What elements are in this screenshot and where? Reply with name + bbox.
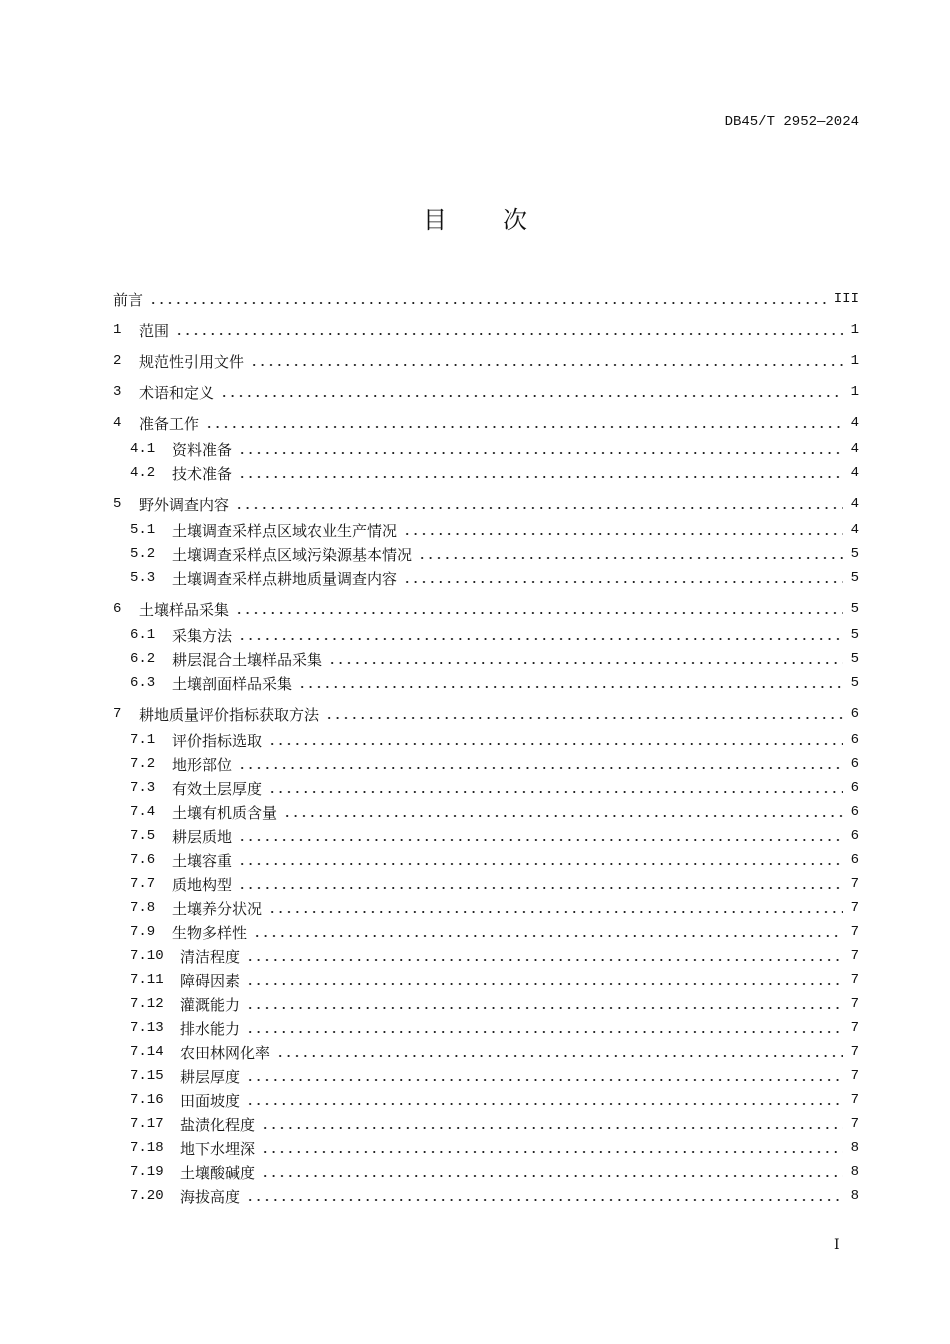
toc-entry-page: 6 xyxy=(850,732,859,748)
toc-entry-page: 7 xyxy=(850,924,859,940)
toc-entry[interactable] xyxy=(113,920,859,944)
toc-entry-page: 7 xyxy=(850,876,859,892)
toc-entry[interactable] xyxy=(113,492,859,516)
dot-leader xyxy=(253,934,843,938)
toc-entry-page: 5 xyxy=(850,601,859,617)
toc-entry-number: 4.1 xyxy=(130,441,156,457)
dot-leader xyxy=(268,910,843,914)
toc-entry-label: 生物多样性 xyxy=(172,923,248,942)
toc-entry[interactable] xyxy=(113,1088,859,1112)
dot-leader xyxy=(238,766,843,770)
toc-entry-label: 地形部位 xyxy=(172,755,233,774)
title-char: 次 xyxy=(503,206,527,234)
toc-entry-number: 4 xyxy=(113,415,122,431)
toc-entry[interactable] xyxy=(113,1184,859,1208)
toc-entry[interactable] xyxy=(113,968,859,992)
toc-entry-page: 6 xyxy=(850,828,859,844)
toc-entry-page: 5 xyxy=(850,546,859,562)
toc-entry-page: 8 xyxy=(850,1140,859,1156)
toc-entry[interactable] xyxy=(113,752,859,776)
dot-leader xyxy=(283,814,843,818)
toc-entry-label: 范围 xyxy=(139,321,170,340)
toc-entry-page: 7 xyxy=(850,948,859,964)
toc-entry-page: 6 xyxy=(850,780,859,796)
toc-entry-page: 6 xyxy=(850,852,859,868)
toc-entry-label: 采集方法 xyxy=(172,626,233,645)
dot-leader xyxy=(220,394,843,398)
toc-entry-label: 技术准备 xyxy=(172,464,233,483)
toc-entry-number: 7.12 xyxy=(130,996,164,1012)
toc-entry-label: 土壤养分状况 xyxy=(172,899,263,918)
toc-entry-number: 2 xyxy=(113,353,122,369)
toc-entry-label: 土壤酸碱度 xyxy=(180,1163,256,1182)
toc-entry-page: 5 xyxy=(850,675,859,691)
toc-entry[interactable] xyxy=(113,623,859,647)
dot-leader xyxy=(325,716,843,720)
dot-leader xyxy=(238,886,843,890)
dot-leader xyxy=(246,1030,843,1034)
dot-leader xyxy=(403,532,843,536)
toc-entry-label: 耕层厚度 xyxy=(180,1067,241,1086)
toc-entry-label: 地下水埋深 xyxy=(180,1139,256,1158)
toc-entry-number: 6 xyxy=(113,601,122,617)
toc-entry-page: 5 xyxy=(850,570,859,586)
toc-entry[interactable] xyxy=(113,518,859,542)
toc-entry-label: 有效土层厚度 xyxy=(172,779,263,798)
dot-leader xyxy=(149,301,828,305)
toc-entry[interactable] xyxy=(113,566,859,590)
toc-entry-label: 土壤样品采集 xyxy=(139,600,230,619)
toc-entry[interactable] xyxy=(113,1136,859,1160)
toc-entry-label: 海拔高度 xyxy=(180,1187,241,1206)
dot-leader xyxy=(261,1174,843,1178)
toc-entry-number: 7 xyxy=(113,706,122,722)
toc-entry[interactable] xyxy=(113,1064,859,1088)
toc-entry-label: 清洁程度 xyxy=(180,947,241,966)
toc-entry[interactable] xyxy=(113,1112,859,1136)
toc-entry-number: 4.2 xyxy=(130,465,156,481)
toc-entry-page: 8 xyxy=(850,1164,859,1180)
toc-entry-number: 7.6 xyxy=(130,852,156,868)
toc-entry-number: 5 xyxy=(113,496,122,512)
toc-entry-page: 6 xyxy=(850,804,859,820)
toc-entry-page: 5 xyxy=(850,627,859,643)
toc-entry[interactable] xyxy=(113,411,859,435)
toc-entry-number: 5.2 xyxy=(130,546,156,562)
dot-leader xyxy=(238,862,843,866)
toc-entry-page: 4 xyxy=(850,415,859,431)
dot-leader xyxy=(238,637,843,641)
toc-entry-number: 7.10 xyxy=(130,948,164,964)
toc-entry-page: 4 xyxy=(850,441,859,457)
toc-entry-number: 5.1 xyxy=(130,522,156,538)
toc-entry-page: 7 xyxy=(850,1020,859,1036)
toc-entry-page: 4 xyxy=(850,465,859,481)
toc-entry-number: 7.15 xyxy=(130,1068,164,1084)
dot-leader xyxy=(250,363,843,367)
toc-entry-number: 7.16 xyxy=(130,1092,164,1108)
toc-entry-page: 4 xyxy=(850,522,859,538)
toc-entry-label: 质地构型 xyxy=(172,875,233,894)
toc-entry-page: 5 xyxy=(850,651,859,667)
toc-entry-number: 5.3 xyxy=(130,570,156,586)
toc-entry-number: 7.19 xyxy=(130,1164,164,1180)
toc-entry-number: 7.7 xyxy=(130,876,156,892)
toc-entry-label: 障碍因素 xyxy=(180,971,241,990)
dot-leader xyxy=(246,982,843,986)
dot-leader xyxy=(276,1054,843,1058)
standard-number: DB45/T 2952—2024 xyxy=(724,114,859,130)
toc-entry-label: 术语和定义 xyxy=(139,383,215,402)
toc-entry[interactable] xyxy=(113,318,859,342)
toc-entry-label: 农田林网化率 xyxy=(180,1043,271,1062)
toc-entry-page: 1 xyxy=(850,353,859,369)
dot-leader xyxy=(235,506,843,510)
toc-entry[interactable] xyxy=(113,1160,859,1184)
toc-entry-number: 7.13 xyxy=(130,1020,164,1036)
toc-entry-label: 耕层混合土壤样品采集 xyxy=(172,650,323,669)
toc-entry[interactable] xyxy=(113,896,859,920)
toc-entry-number: 7.18 xyxy=(130,1140,164,1156)
dot-leader xyxy=(403,580,843,584)
toc-entry[interactable] xyxy=(113,1040,859,1064)
toc-entry-label: 土壤调查采样点区域污染源基本情况 xyxy=(172,545,413,564)
toc-entry-number: 7.5 xyxy=(130,828,156,844)
toc-entry[interactable] xyxy=(113,872,859,896)
toc-entry-label: 准备工作 xyxy=(139,414,200,433)
toc-entry-page: 7 xyxy=(850,1044,859,1060)
toc-entry-number: 7.8 xyxy=(130,900,156,916)
toc-entry-label: 耕地质量评价指标获取方法 xyxy=(139,705,320,724)
table-of-contents xyxy=(113,287,859,1208)
toc-entry-number: 7.14 xyxy=(130,1044,164,1060)
toc-entry[interactable] xyxy=(113,992,859,1016)
toc-entry[interactable] xyxy=(113,702,859,726)
toc-entry-number: 7.11 xyxy=(130,972,164,988)
toc-entry[interactable] xyxy=(113,597,859,621)
dot-leader xyxy=(175,332,843,336)
dot-leader xyxy=(268,742,843,746)
page-number: I xyxy=(834,1237,840,1253)
toc-entry[interactable] xyxy=(113,824,859,848)
dot-leader xyxy=(246,1198,843,1202)
toc-entry-page: 8 xyxy=(850,1188,859,1204)
toc-entry-number: 6.3 xyxy=(130,675,156,691)
toc-entry-page: 7 xyxy=(850,1092,859,1108)
toc-entry-page: 7 xyxy=(850,972,859,988)
toc-entry-page: 4 xyxy=(850,496,859,512)
dot-leader xyxy=(238,838,843,842)
dot-leader xyxy=(418,556,843,560)
dot-leader xyxy=(205,425,843,429)
toc-entry[interactable] xyxy=(113,461,859,485)
toc-entry[interactable] xyxy=(113,349,859,373)
toc-entry[interactable] xyxy=(113,848,859,872)
toc-entry-label: 土壤有机质含量 xyxy=(172,803,278,822)
toc-entry-number: 7.2 xyxy=(130,756,156,772)
toc-entry-number: 6.1 xyxy=(130,627,156,643)
toc-entry-label: 田面坡度 xyxy=(180,1091,241,1110)
toc-entry[interactable] xyxy=(113,800,859,824)
dot-leader xyxy=(261,1126,843,1130)
dot-leader xyxy=(268,790,843,794)
toc-entry[interactable] xyxy=(113,728,859,752)
toc-entry-label: 野外调查内容 xyxy=(139,495,230,514)
toc-entry[interactable] xyxy=(113,542,859,566)
toc-entry[interactable] xyxy=(113,647,859,671)
toc-entry[interactable] xyxy=(113,671,859,695)
toc-entry-label: 土壤容重 xyxy=(172,851,233,870)
toc-entry-page: 1 xyxy=(850,322,859,338)
toc-entry-number: 7.9 xyxy=(130,924,156,940)
dot-leader xyxy=(238,451,843,455)
toc-entry-number: 7.20 xyxy=(130,1188,164,1204)
toc-entry-label: 前言 xyxy=(113,290,144,309)
toc-entry-page: 7 xyxy=(850,900,859,916)
toc-entry[interactable] xyxy=(113,776,859,800)
dot-leader xyxy=(246,1102,843,1106)
toc-entry[interactable] xyxy=(113,287,859,311)
toc-entry-number: 7.4 xyxy=(130,804,156,820)
toc-entry-label: 灌溉能力 xyxy=(180,995,241,1014)
dot-leader xyxy=(246,1006,843,1010)
page-title xyxy=(0,200,950,235)
toc-entry-number: 7.1 xyxy=(130,732,156,748)
toc-entry-page: 7 xyxy=(850,1068,859,1084)
toc-entry[interactable] xyxy=(113,944,859,968)
toc-entry-label: 土壤剖面样品采集 xyxy=(172,674,293,693)
toc-entry-page: 1 xyxy=(850,384,859,400)
toc-entry-number: 6.2 xyxy=(130,651,156,667)
toc-entry-number: 1 xyxy=(113,322,122,338)
toc-entry-label: 规范性引用文件 xyxy=(139,352,245,371)
toc-entry[interactable] xyxy=(113,1016,859,1040)
toc-entry-page: III xyxy=(833,291,859,307)
toc-entry[interactable] xyxy=(113,380,859,404)
toc-entry-label: 盐渍化程度 xyxy=(180,1115,256,1134)
toc-entry-label: 排水能力 xyxy=(180,1019,241,1038)
toc-entry-label: 耕层质地 xyxy=(172,827,233,846)
dot-leader xyxy=(246,958,843,962)
toc-entry-number: 3 xyxy=(113,384,122,400)
toc-entry-page: 7 xyxy=(850,996,859,1012)
dot-leader xyxy=(298,685,843,689)
dot-leader xyxy=(246,1078,843,1082)
dot-leader xyxy=(328,661,843,665)
toc-entry[interactable] xyxy=(113,437,859,461)
dot-leader xyxy=(238,475,843,479)
dot-leader xyxy=(235,611,843,615)
toc-entry-number: 7.3 xyxy=(130,780,156,796)
toc-entry-label: 土壤调查采样点耕地质量调查内容 xyxy=(172,569,398,588)
toc-entry-label: 土壤调查采样点区域农业生产情况 xyxy=(172,521,398,540)
toc-entry-number: 7.17 xyxy=(130,1116,164,1132)
dot-leader xyxy=(261,1150,843,1154)
toc-entry-label: 资料准备 xyxy=(172,440,233,459)
toc-entry-page: 6 xyxy=(850,706,859,722)
toc-entry-page: 7 xyxy=(850,1116,859,1132)
toc-entry-label: 评价指标选取 xyxy=(172,731,263,750)
toc-entry-page: 6 xyxy=(850,756,859,772)
title-char: 目 xyxy=(423,206,447,234)
